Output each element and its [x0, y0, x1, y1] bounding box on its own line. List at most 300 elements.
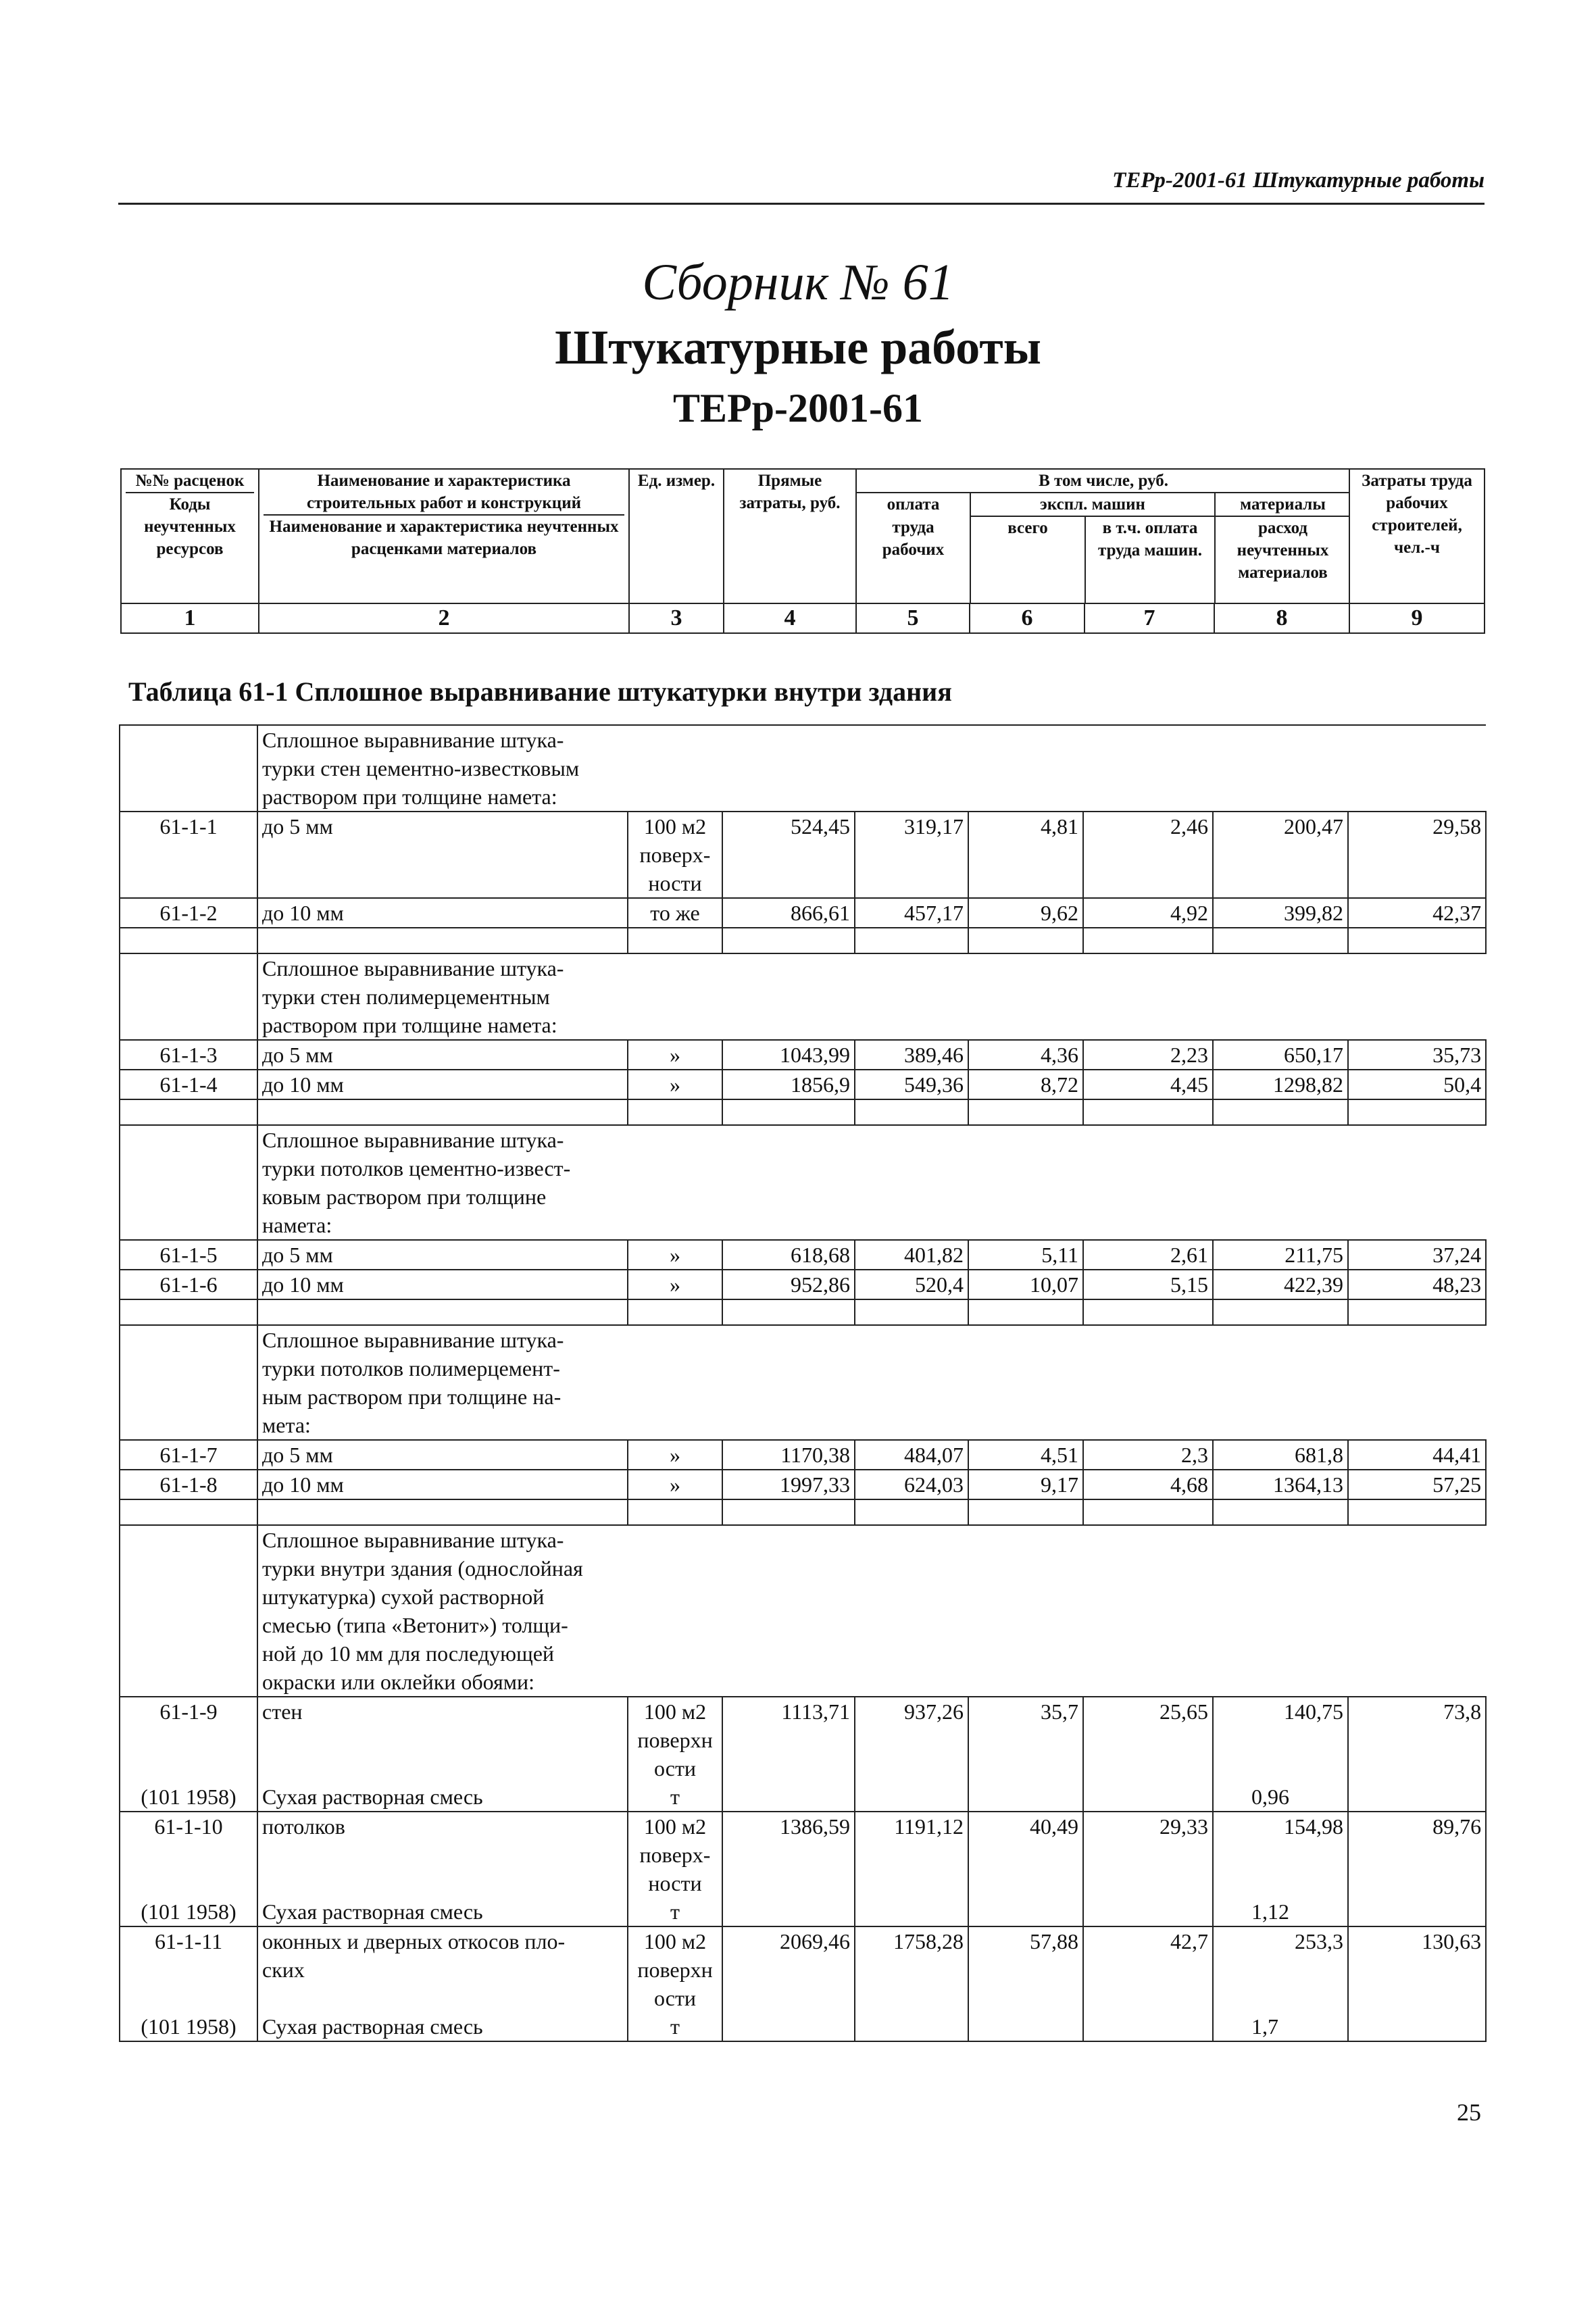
wages-cost-cell [855, 1240, 968, 1270]
work-name: до 10 мм [262, 1472, 344, 1497]
spacer-cell [968, 1499, 1083, 1525]
group-description [257, 1325, 628, 1440]
header-work-name-bottom: Наименование и характеристика неучтенных расценками материалов [269, 518, 619, 558]
table-heading: Таблица 61-1 Сплошное выравнивание штукатурки внутри здания [128, 676, 952, 707]
group-description-row [120, 1125, 1486, 1240]
header-wages-bottom: труда рабочих [857, 516, 970, 603]
column-number: 4 [724, 603, 856, 633]
description-line: Сплошное выравнивание штука- [262, 1528, 564, 1552]
direct-cost: 952,86 [791, 1272, 850, 1297]
resource-code: (101 1958) [141, 2014, 236, 2039]
unit-line: » [670, 1443, 680, 1467]
empty-cell [120, 725, 257, 812]
unit-cell [628, 898, 722, 928]
table-row [120, 1240, 1486, 1270]
materials-cost-cell [1213, 1270, 1348, 1299]
materials-cost: 650,17 [1284, 1043, 1343, 1067]
machine-cost-cell [968, 1040, 1083, 1070]
spacer-cell [1213, 928, 1348, 953]
work-name-cell [257, 1240, 628, 1270]
table-row [120, 812, 1486, 898]
direct-cost: 524,45 [791, 814, 850, 839]
work-name-cell [257, 1270, 628, 1299]
materials-cost: 399,82 [1284, 901, 1343, 925]
spacer-cell [1083, 928, 1213, 953]
rate-code-cell [120, 1926, 257, 2041]
spacer-cell [855, 928, 968, 953]
work-name-cell [257, 1697, 628, 1812]
unit-line: 100 м2 [643, 1814, 707, 1839]
labor-cost-cell [1348, 1270, 1486, 1299]
header-machines: экспл. машин [970, 493, 1215, 516]
rate-code-cell [120, 1070, 257, 1099]
work-name: до 10 мм [262, 1272, 344, 1297]
line-spacer [124, 1841, 253, 1869]
wages-cost: 319,17 [904, 814, 964, 839]
wages-cost: 1758,28 [893, 1929, 964, 1953]
labor-cost: 29,58 [1432, 814, 1482, 839]
direct-cost: 1113,71 [781, 1699, 850, 1724]
group-description [257, 1125, 628, 1240]
work-name-cell [257, 1440, 628, 1470]
description-line: ным раствором при толщине на- [262, 1385, 562, 1409]
machine-wages-cost-cell [1083, 1440, 1213, 1470]
rate-code-cell [120, 1240, 257, 1270]
group-description-row [120, 725, 1486, 812]
materials-cost-cell [1213, 1812, 1348, 1926]
spacer-cell [968, 1299, 1083, 1325]
description-line: смесью (типа «Ветонит») толщи- [262, 1613, 568, 1637]
labor-cost: 37,24 [1432, 1243, 1482, 1267]
machine-cost: 40,49 [1030, 1814, 1078, 1839]
unit-cell [628, 1040, 722, 1070]
materials-cost-cell [1213, 1240, 1348, 1270]
empty-cell [628, 1325, 1486, 1440]
labor-cost: 73,8 [1443, 1699, 1482, 1724]
description-line: ной до 10 мм для последующей [262, 1641, 555, 1666]
code-title: ТЕРр-2001-61 [672, 386, 924, 430]
page-number: 25 [1457, 2099, 1481, 2126]
spacer-row [120, 928, 1486, 953]
description-line: окраски или оклейки обоями: [262, 1670, 535, 1694]
rates-body [120, 725, 1486, 2041]
unit-line: » [670, 1043, 680, 1067]
machine-wages-cost: 4,68 [1170, 1472, 1208, 1497]
machine-wages-cost: 29,33 [1159, 1814, 1208, 1839]
group-description-row [120, 1325, 1486, 1440]
header-resource-code: Коды неучтенных ресурсов [144, 495, 236, 558]
spacer-cell [722, 1099, 855, 1125]
machine-cost: 9,17 [1041, 1472, 1078, 1497]
wages-cost: 389,46 [904, 1043, 964, 1067]
unit-line: ости [653, 1986, 697, 2010]
header-wages-top: оплата [857, 493, 970, 516]
labor-cost: 57,25 [1432, 1472, 1482, 1497]
resource-name: Сухая растворная смесь [262, 1785, 483, 1809]
machine-cost-cell [968, 1440, 1083, 1470]
materials-cost: 422,39 [1284, 1272, 1343, 1297]
running-head: ТЕРр-2001-61 Штукатурные работы [118, 161, 1485, 205]
labor-cost: 89,76 [1432, 1814, 1482, 1839]
machine-cost: 57,88 [1030, 1929, 1078, 1953]
wages-cost: 520,4 [915, 1272, 964, 1297]
spacer-cell [722, 1499, 855, 1525]
spacer-cell [1348, 1299, 1486, 1325]
empty-cell [120, 1125, 257, 1240]
line-spacer [262, 1726, 623, 1754]
description-line: турки потолков полимерцемент- [262, 1356, 560, 1380]
direct-cost-cell [722, 1440, 855, 1470]
rate-code-cell [120, 1470, 257, 1499]
spacer-row [120, 1499, 1486, 1525]
line-spacer [262, 1869, 623, 1897]
line-spacer [1218, 1841, 1343, 1869]
column-number: 1 [121, 603, 259, 633]
table-row [120, 1697, 1486, 1812]
resource-code: (101 1958) [141, 1785, 236, 1809]
work-name: стен [262, 1699, 303, 1724]
machine-cost: 9,62 [1041, 901, 1078, 925]
wages-cost-cell [855, 812, 968, 898]
spacer-cell [855, 1299, 968, 1325]
collection-title: Сборник № 61 [642, 254, 954, 311]
line-spacer [1218, 1869, 1343, 1897]
rate-code: 61-1-9 [159, 1699, 218, 1724]
spacer-cell [855, 1099, 968, 1125]
spacer-cell [1083, 1299, 1213, 1325]
materials-cost-cell [1213, 1470, 1348, 1499]
work-name: потолков [262, 1814, 345, 1839]
labor-cost-cell [1348, 1697, 1486, 1812]
spacer-cell [1213, 1299, 1348, 1325]
spacer-cell [1083, 1499, 1213, 1525]
spacer-cell [257, 1499, 628, 1525]
table-row [120, 1270, 1486, 1299]
unit-cell [628, 1697, 722, 1812]
labor-cost-cell [1348, 1070, 1486, 1099]
resource-name: Сухая растворная смесь [262, 2014, 483, 2039]
unit-line: » [670, 1072, 680, 1097]
machine-wages-cost: 5,15 [1170, 1272, 1208, 1297]
empty-cell [628, 725, 1486, 812]
spacer-cell [120, 928, 257, 953]
description-line: ковым раствором при толщине [262, 1185, 547, 1209]
wages-cost: 401,82 [904, 1243, 964, 1267]
rate-code-cell [120, 1440, 257, 1470]
header-work-name-top: Наименование и характеристика строительных работ и конструкций [264, 470, 624, 516]
spacer-cell [257, 928, 628, 953]
unit-line: 100 м2 [643, 1699, 707, 1724]
unit-line: поверхн [637, 1958, 713, 1982]
unit-cell [628, 1270, 722, 1299]
materials-cost: 154,98 [1284, 1814, 1343, 1839]
line-spacer [124, 1754, 253, 1783]
spacer-cell [1083, 1099, 1213, 1125]
work-name-cell [257, 1070, 628, 1099]
empty-cell [120, 1325, 257, 1440]
line-spacer [1218, 1754, 1343, 1783]
rate-code: 61-1-6 [159, 1272, 218, 1297]
description-line: мета: [262, 1413, 311, 1437]
labor-cost-cell [1348, 898, 1486, 928]
work-name: оконных и дверных откосов пло- ских [262, 1929, 566, 1982]
machine-wages-cost-cell [1083, 1697, 1213, 1812]
rate-code: 61-1-3 [159, 1043, 218, 1067]
wages-cost: 1191,12 [894, 1814, 964, 1839]
machine-wages-cost: 42,7 [1170, 1929, 1208, 1953]
column-number: 5 [856, 603, 970, 633]
header-unit: Ед. измер. [629, 469, 724, 603]
direct-cost: 2069,46 [780, 1929, 850, 1953]
wages-cost-cell [855, 1812, 968, 1926]
description-line: турки стен полимерцементным [262, 985, 550, 1009]
header-group-table [857, 470, 1349, 603]
description-line: Сплошное выравнивание штука- [262, 1328, 564, 1352]
unit-cell [628, 1070, 722, 1099]
header-work-name [259, 469, 629, 603]
work-name: до 10 мм [262, 901, 344, 925]
labor-cost-cell [1348, 1812, 1486, 1926]
resource-unit: т [670, 2014, 680, 2039]
unit-line: 100 м2 [643, 814, 707, 839]
spacer-row [120, 1099, 1486, 1125]
spacer-cell [628, 1499, 722, 1525]
spacer-cell [1213, 1499, 1348, 1525]
machine-cost: 5,11 [1041, 1243, 1078, 1267]
labor-cost: 44,41 [1432, 1443, 1482, 1467]
wages-cost-cell [855, 898, 968, 928]
table-row [120, 1040, 1486, 1070]
machine-wages-cost: 4,92 [1170, 901, 1208, 925]
empty-cell [120, 953, 257, 1040]
rate-code: 61-1-5 [159, 1243, 218, 1267]
spacer-row [120, 1299, 1486, 1325]
resource-quantity: 0,96 [1251, 1785, 1289, 1809]
header-materials-top: материалы [1215, 493, 1349, 516]
rate-code: 61-1-2 [159, 901, 218, 925]
direct-cost-cell [722, 1070, 855, 1099]
line-spacer [262, 1984, 623, 2012]
materials-cost: 253,3 [1295, 1929, 1343, 1953]
machine-cost-cell [968, 898, 1083, 928]
header-direct-costs: Прямые затраты, руб. [724, 469, 856, 603]
labor-cost-cell [1348, 1470, 1486, 1499]
wages-cost-cell [855, 1470, 968, 1499]
machine-cost-cell [968, 1240, 1083, 1270]
wages-cost: 457,17 [904, 901, 964, 925]
machine-wages-cost-cell [1083, 898, 1213, 928]
direct-cost-cell [722, 1270, 855, 1299]
machine-wages-cost: 2,3 [1181, 1443, 1208, 1467]
machine-wages-cost-cell [1083, 1812, 1213, 1926]
labor-cost: 48,23 [1432, 1272, 1482, 1297]
machine-wages-cost: 2,23 [1170, 1043, 1208, 1067]
direct-cost-cell [722, 898, 855, 928]
empty-cell [628, 1125, 1486, 1240]
table-row [120, 1926, 1486, 2041]
direct-cost: 1386,59 [780, 1814, 850, 1839]
unit-line: » [670, 1243, 680, 1267]
unit-line: ости [653, 1756, 697, 1781]
line-spacer [1218, 1984, 1343, 2012]
group-description [257, 953, 628, 1040]
unit-cell [628, 1240, 722, 1270]
spacer-cell [628, 1099, 722, 1125]
direct-cost: 1170,38 [780, 1443, 850, 1467]
direct-cost: 618,68 [791, 1243, 850, 1267]
materials-cost-cell [1213, 1440, 1348, 1470]
unit-cell [628, 1812, 722, 1926]
unit-line: то же [650, 901, 700, 925]
labor-cost-cell [1348, 1440, 1486, 1470]
spacer-cell [722, 1299, 855, 1325]
rate-code: 61-1-8 [159, 1472, 218, 1497]
rate-code: 61-1-4 [159, 1072, 218, 1097]
rate-code-cell [120, 1812, 257, 1926]
spacer-cell [855, 1499, 968, 1525]
machine-cost-cell [968, 1812, 1083, 1926]
direct-cost-cell [722, 1470, 855, 1499]
column-number: 6 [970, 603, 1084, 633]
description-line: турки внутри здания (однослойная [262, 1556, 583, 1580]
materials-cost-cell [1213, 898, 1348, 928]
resource-code: (101 1958) [141, 1899, 236, 1924]
unit-line: поверхн [637, 1728, 713, 1752]
machine-wages-cost-cell [1083, 812, 1213, 898]
machine-wages-cost: 4,45 [1170, 1072, 1208, 1097]
spacer-cell [968, 928, 1083, 953]
column-number: 9 [1349, 603, 1485, 633]
machine-cost-cell [968, 1470, 1083, 1499]
direct-cost-cell [722, 1812, 855, 1926]
unit-line: » [670, 1472, 680, 1497]
materials-cost: 211,75 [1285, 1243, 1343, 1267]
spacer-cell [1213, 1099, 1348, 1125]
unit-line: ности [648, 871, 702, 895]
header-machines-total: всего [970, 516, 1085, 603]
direct-cost: 1997,33 [780, 1472, 850, 1497]
work-name: до 5 мм [262, 1243, 333, 1267]
header-group [856, 469, 1349, 603]
resource-quantity: 1,7 [1251, 2014, 1278, 2039]
labor-cost-cell [1348, 1240, 1486, 1270]
description-line: намета: [262, 1213, 332, 1237]
wages-cost-cell [855, 1040, 968, 1070]
labor-cost-cell [1348, 1040, 1486, 1070]
line-spacer [124, 1956, 253, 1984]
header-rate-code [121, 469, 259, 603]
machine-wages-cost-cell [1083, 1926, 1213, 2041]
column-number: 3 [629, 603, 724, 633]
work-name-cell [257, 812, 628, 898]
column-number: 2 [259, 603, 629, 633]
work-name-cell [257, 1040, 628, 1070]
description-line: раствором при толщине намета: [262, 785, 557, 809]
wages-cost: 624,03 [904, 1472, 964, 1497]
work-name-cell [257, 1812, 628, 1926]
line-spacer [124, 1869, 253, 1897]
machine-cost-cell [968, 812, 1083, 898]
work-name: до 5 мм [262, 1043, 333, 1067]
wages-cost-cell [855, 1270, 968, 1299]
spacer-cell [628, 1299, 722, 1325]
work-name: до 5 мм [262, 1443, 333, 1467]
description-line: Сплошное выравнивание штука- [262, 728, 564, 752]
empty-cell [120, 1525, 257, 1697]
direct-cost-cell [722, 1697, 855, 1812]
direct-cost-cell [722, 1926, 855, 2041]
materials-cost: 1298,82 [1273, 1072, 1343, 1097]
materials-cost-cell [1213, 812, 1348, 898]
unit-cell [628, 1470, 722, 1499]
spacer-cell [120, 1499, 257, 1525]
column-number-row [121, 603, 1485, 633]
spacer-cell [120, 1099, 257, 1125]
header-machines-wages: в т.ч. оплата труда машин. [1085, 516, 1215, 603]
resource-name: Сухая растворная смесь [262, 1899, 483, 1924]
spacer-cell [257, 1299, 628, 1325]
machine-wages-cost-cell [1083, 1070, 1213, 1099]
table-row [120, 1470, 1486, 1499]
unit-line: » [670, 1272, 680, 1297]
unit-line: поверх- [639, 1843, 711, 1867]
spacer-cell [257, 1099, 628, 1125]
work-name: до 10 мм [262, 1072, 344, 1097]
machine-cost-cell [968, 1697, 1083, 1812]
spacer-cell [722, 928, 855, 953]
column-header-table [120, 468, 1485, 634]
table-row [120, 1812, 1486, 1926]
resource-unit: т [670, 1785, 680, 1809]
rate-code: 61-1-1 [159, 814, 218, 839]
description-line: турки потолков цементно-извест- [262, 1156, 571, 1180]
line-spacer [262, 1754, 623, 1783]
unit-cell [628, 812, 722, 898]
machine-cost: 8,72 [1041, 1072, 1078, 1097]
materials-cost: 200,47 [1284, 814, 1343, 839]
machine-cost: 10,07 [1030, 1272, 1078, 1297]
machine-wages-cost-cell [1083, 1040, 1213, 1070]
table-row [120, 898, 1486, 928]
wages-cost-cell [855, 1926, 968, 2041]
wages-cost: 937,26 [904, 1699, 964, 1724]
spacer-cell [628, 928, 722, 953]
machine-cost: 4,51 [1041, 1443, 1078, 1467]
labor-cost-cell [1348, 1926, 1486, 2041]
spacer-cell [1348, 1499, 1486, 1525]
labor-cost: 35,73 [1432, 1043, 1482, 1067]
header-materials-bottom: расход неучтенных материалов [1237, 519, 1329, 582]
rate-code-cell [120, 812, 257, 898]
work-name-cell [257, 1470, 628, 1499]
description-line: Сплошное выравнивание штука- [262, 1128, 564, 1152]
machine-wages-cost-cell [1083, 1240, 1213, 1270]
machine-wages-cost: 2,61 [1170, 1243, 1208, 1267]
empty-cell [628, 1525, 1486, 1697]
resource-quantity: 1,12 [1251, 1899, 1289, 1924]
labor-cost-cell [1348, 812, 1486, 898]
header-group-label: В том числе, руб. [857, 470, 1349, 493]
work-name: до 5 мм [262, 814, 333, 839]
empty-cell [628, 953, 1486, 1040]
line-spacer [1218, 1956, 1343, 1984]
work-name-cell [257, 1926, 628, 2041]
spacer-cell [120, 1299, 257, 1325]
wages-cost: 549,36 [904, 1072, 964, 1097]
direct-cost: 1856,9 [791, 1072, 850, 1097]
wages-cost-cell [855, 1070, 968, 1099]
rate-code-cell [120, 1040, 257, 1070]
